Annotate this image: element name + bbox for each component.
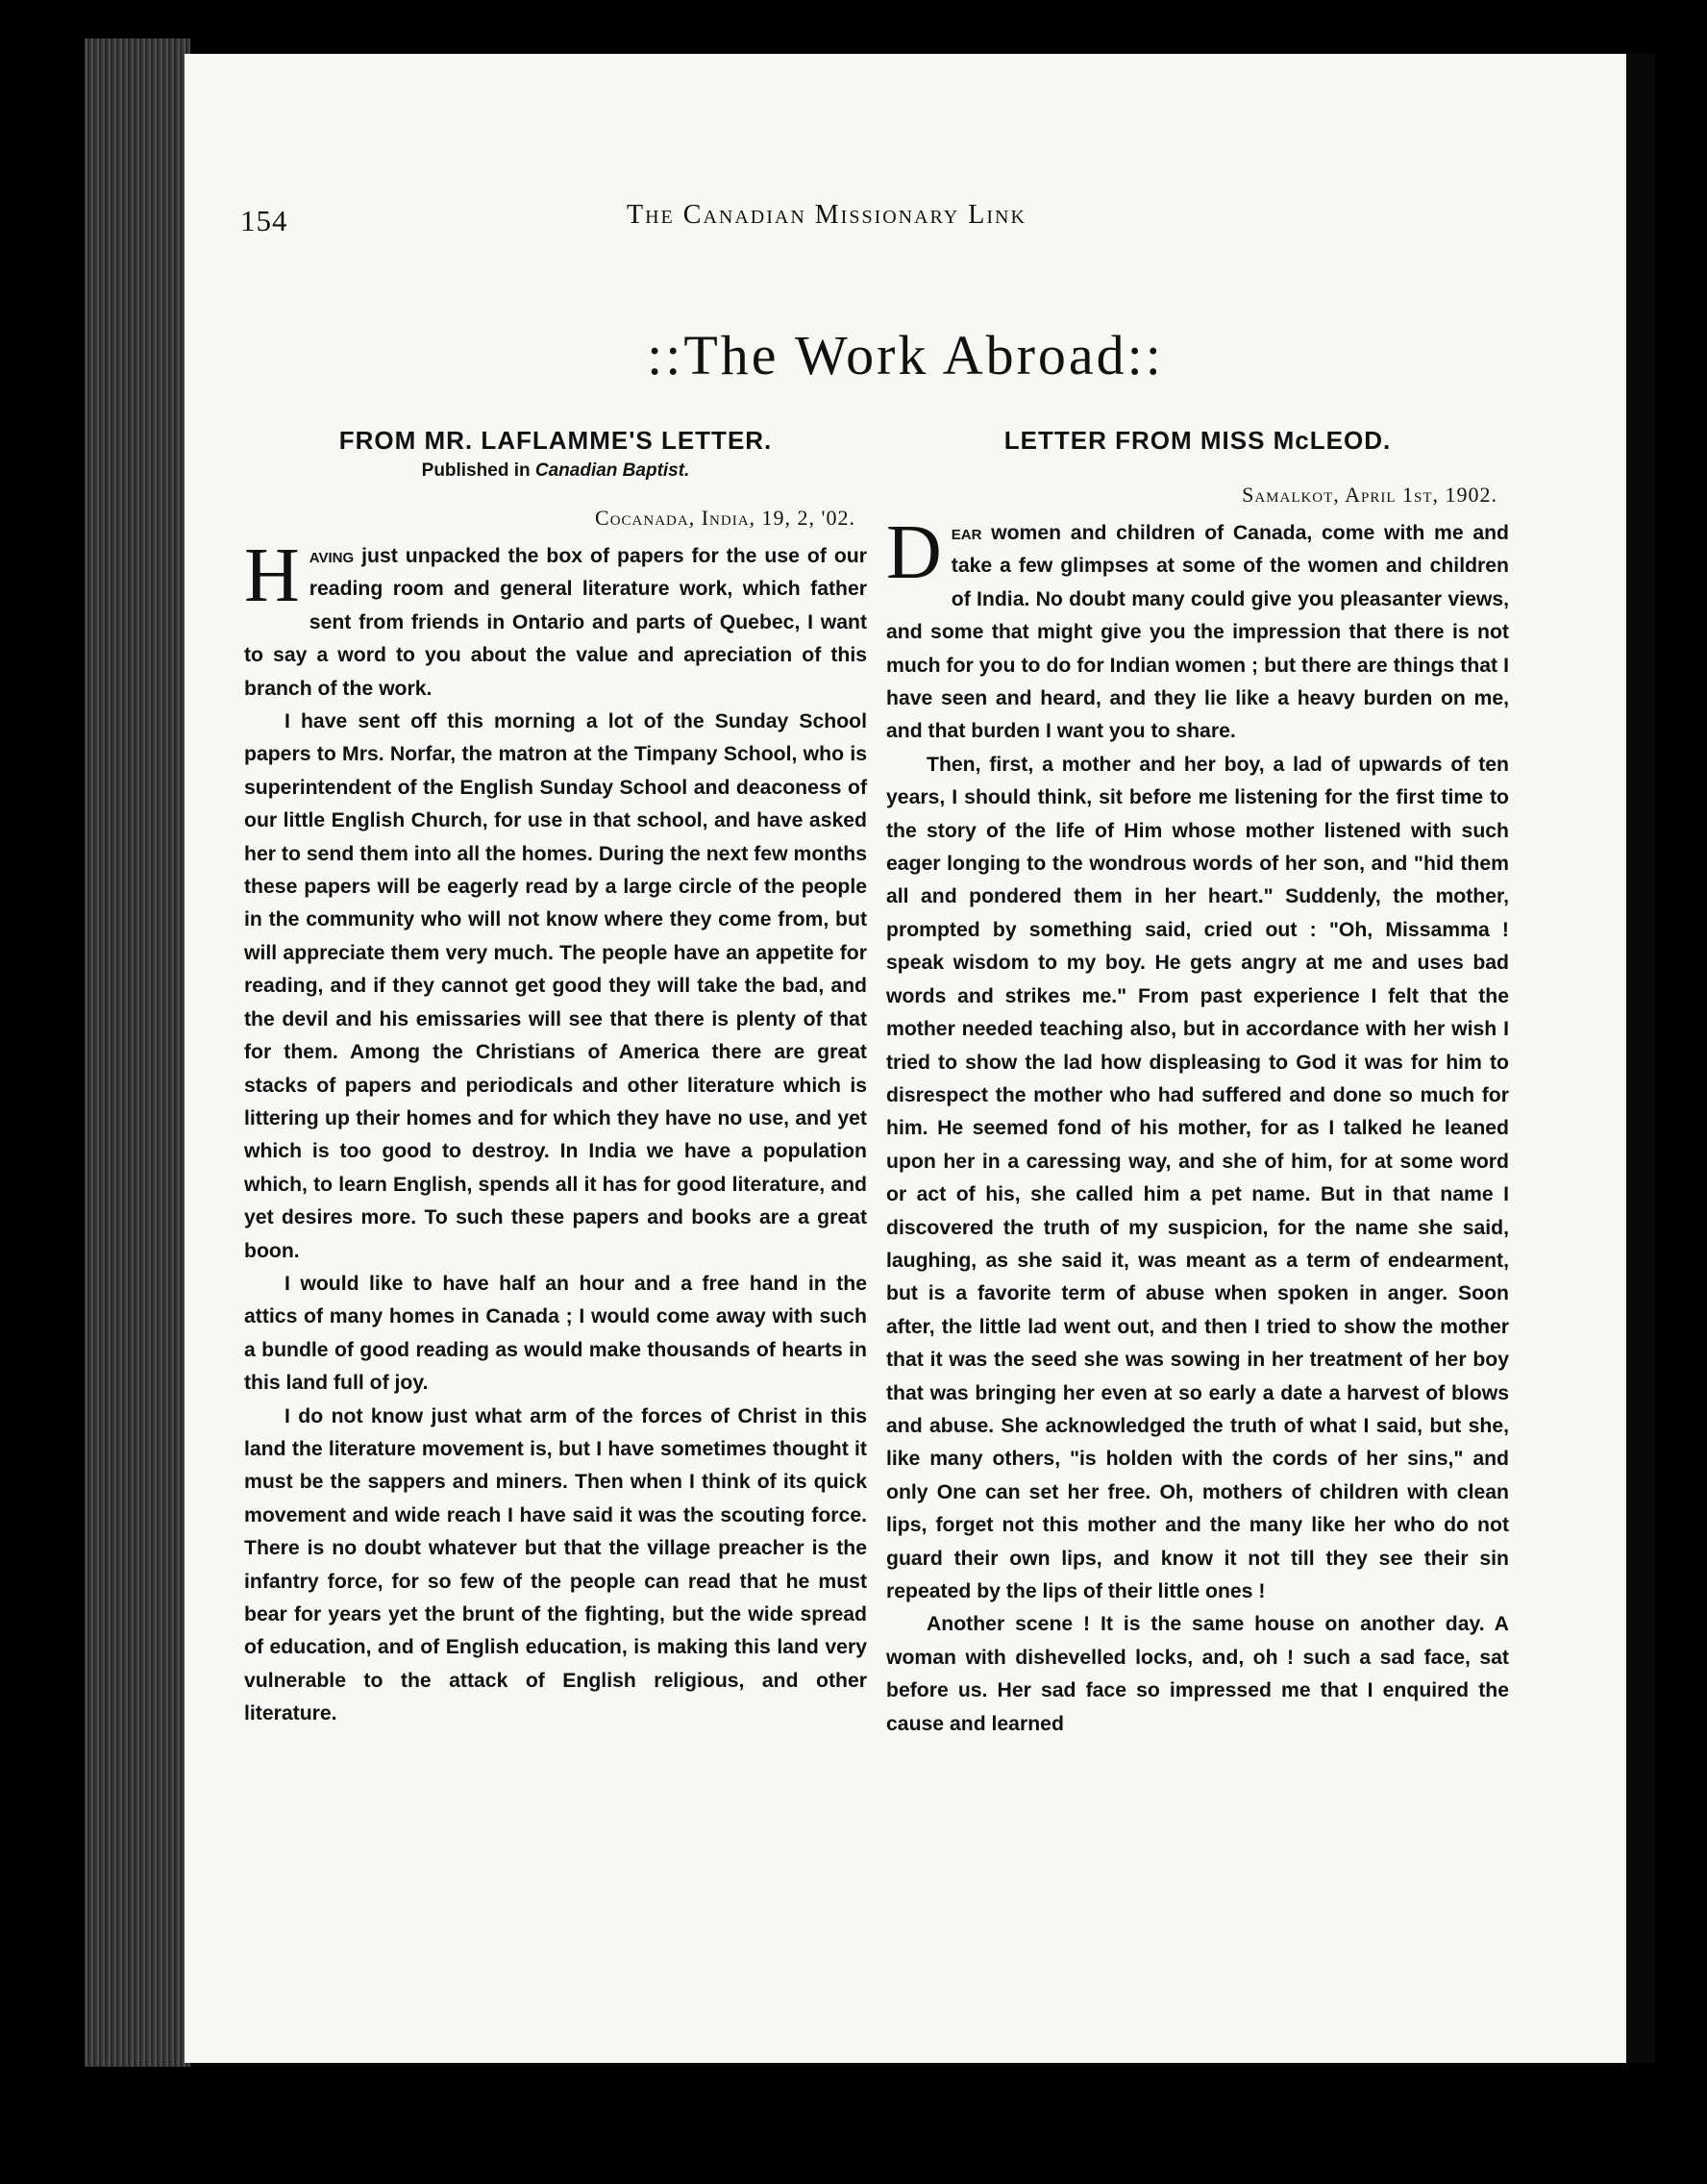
page [185,54,1626,2063]
drop-cap: H [244,534,300,618]
left-paragraph-2: I have sent off this morning a lot of the Sunday School papers to Mrs. Norfar, the matron at the Timpany School, who is superintendent of the English Sunday School and deaconess of our little English Church, for use in that school, and have asked her to send them into all the homes. During the next few months these papers will be eagerly read by a large circle of the people in the community who will not know where they come from, but will appreciate them very much. The people have an appetite for reading, and if they cannot get good they will take the bad, and the devil and his emissaries will see that there is plenty of that for them. Among the Christians of America there are great stacks of papers and periodicals and other literature which is littering up their homes and for which they have no use, and yet which is too good to destroy. In India we have a population which, to learn English, spends all it has for good literature, and yet desires more. To such these papers and books are a great boon. [244,710,867,1262]
section-title: ::The Work Abroad:: [647,324,1164,386]
drop-cap: D [886,510,942,595]
left-column [244,423,867,1731]
left-article-dateline: Cocanada, India, 19, 2, '02. [595,506,855,530]
paragraph-text: women and children of Canada, come with me and take a few glimpses at some of the women and children of India. No doubt many could give you pleasanter views, and some that might give you the impression that there is not much for you to do for Indian women ; but there are things that I have seen and heard, and they lie like a heavy burden on me, and that burden I want you to share. [886,522,1509,743]
left-article-title: FROM MR. LAFLAMME'S LETTER. [338,426,773,455]
left-paragraph-1 [244,534,867,706]
page-edge [1626,54,1655,2063]
right-paragraph-1 [886,510,1509,749]
right-paragraph-3: Another scene ! It is the same house on another day. A woman with dishevelled locks, and, oh ! such a sad face, sat before us. Her sad face so impressed me that I enquired the cause and learned [886,1613,1509,1735]
book-binding [85,38,190,2067]
published-source: Canadian Baptist. [534,460,690,481]
right-article-title: LETTER FROM MISS McLEOD. [1003,426,1392,455]
right-paragraph-2: Then, first, a mother and her boy, a lad of upwards of ten years, I should think, sit before me listening for the first time to the story of the life of Him whose mother listened with such eager longing to the wondrous words of her son, and "hid them all and pondered them in her heart." Suddenly, the mother, prompted by something said, cried out : "Oh, Missamma ! speak wisdom to my boy. He gets angry at me and uses bad words and strikes me." From past experience I felt that the mother needed teaching also, but in accordance with her wish I tried to show the lad how displeasing to God it was for him to disrespect the mother who had suffered and done so much for him. He seemed fond of his mother, for as I talked he leaned upon her in a caressing way, and she of him, for at some word or act of his, she called him a pet name. But in that name I discovered the truth of my suspicion, for the name she said, laughing, as she said it, was meant as a term of endearment, but is a favorite term of abuse when spoken in anger. Soon after, the little lad went out, and then I tried to show the mother that it was the seed she was sowing in her treatment of her boy that was bringing her even at so early a date a harvest of blows and abuse. She acknowledged the truth of what I said, but she, like many others, "is holden with the cords of her sins," and only One can set her free. Oh, mothers of children with clean lips, forget not this mother and the many like her who do not guard their own lips, and know it not till they see their sin repeated by the lips of their little ones ! [886,753,1509,1602]
paragraph-text: just unpacked the box of papers for the use of our reading room and general literature work, which father sent from friends in Ontario and parts of Quebec, I want to say a word to you about the value and apreciation of this branch of the work. [244,545,867,700]
lead-word: ear [951,522,982,544]
left-paragraph-4: I do not know just what arm of the forces of Christ in this land the literature movement is, but I have sometimes thought it must be the sappers and miners. Then when I think of its quick movement and wide reach I have said it was the scouting force. There is no doubt whatever but that the village preacher is the infantry force, for so few of the people can read that he must bear for years yet the brunt of the fighting, but the wide spread of education, and of English education, is making this land very vulnerable to the attack of English religious, and other literature. [244,1404,867,1725]
page-number: 154 [240,204,288,237]
right-article-dateline: Samalkot, April 1st, 1902. [1242,483,1497,507]
right-column [886,423,1509,1741]
published-prefix: Published in [421,460,535,481]
lead-word: aving [309,545,355,567]
running-head: The Canadian Missionary Link [627,200,1027,230]
left-article-source [244,458,867,484]
left-paragraph-3: I would like to have half an hour and a free hand in the attics of many homes in Canada ; I would come away with such a bundle of good reading as would make thousands of hearts in this land full of joy. [244,1272,867,1395]
